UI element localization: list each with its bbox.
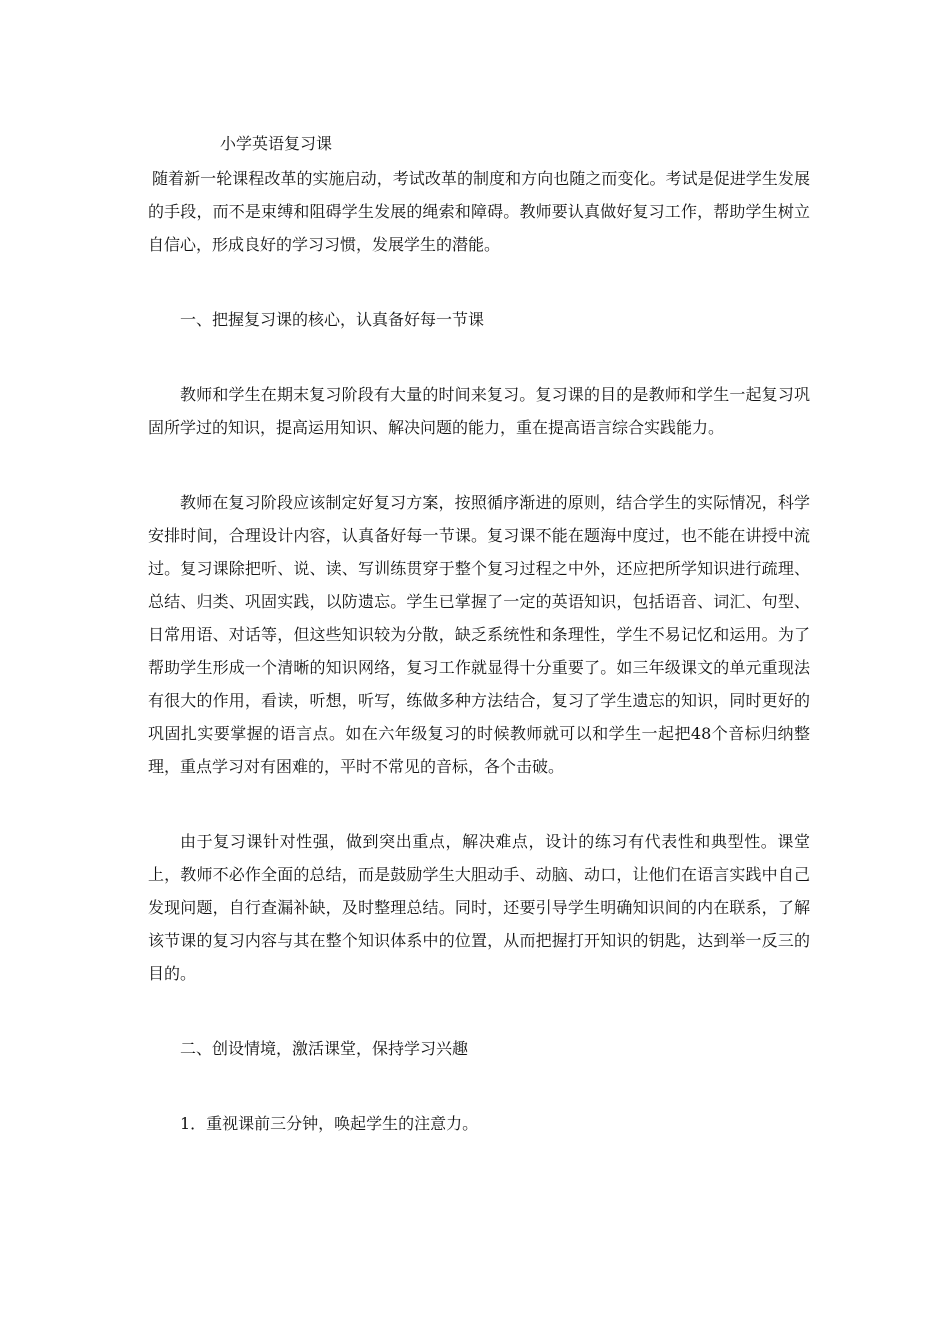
spacer	[148, 990, 810, 1032]
spacer	[148, 336, 810, 378]
spacer	[148, 1065, 810, 1107]
spacer	[148, 783, 810, 825]
section1-paragraph-2: 教师在复习阶段应该制定好复习方案，按照循序渐进的原则，结合学生的实际情况，科学安排时间，合理设计内容，认真备好每一节课。复习课不能在题海中度过，也不能在讲授中流过。复习课除把听、说、读、写训练贯穿于整个复习过程之中外，还应把所学知识进行疏理、总结、归类、巩固实践，以防遗忘。学生已掌握了一定的英语知识，包括语音、词汇、句型、日常用语、对话等，但这些知识较为分散，缺乏系统性和条理性，学生不易记忆和运用。为了帮助学生形成一个清晰的知识网络，复习工作就显得十分重要了。如三年级课文的单元重现法有很大的作用，看读，听想，听写，练做多种方法结合，复习了学生遗忘的知识，同时更好的巩固扎实要掌握的语言点。如在六年级复习的时候教师就可以和学生一起把48个音标归纳整理，重点学习对有困难的，平时不常见的音标，各个击破。	[148, 493, 810, 776]
document-body	[148, 126, 810, 1140]
section2-item-1: 1．重视课前三分钟，唤起学生的注意力。	[180, 1114, 479, 1133]
intro-paragraph: 随着新一轮课程改革的实施启动，考试改革的制度和方向也随之而变化。考试是促进学生发展的手段，而不是束缚和阻碍学生发展的绳索和障碍。教师要认真做好复习工作，帮助学生树立自信心，形成良好的学习习惯，发展学生的潜能。	[148, 169, 810, 254]
section1-paragraph-3: 由于复习课针对性强，做到突出重点，解决难点，设计的练习有代表性和典型性。课堂上，教师不必作全面的总结，而是鼓励学生大胆动手、动脑、动口，让他们在语言实践中自己发现问题，自行查漏补缺，及时整理总结。同时，还要引导学生明确知识间的内在联系，了解该节课的复习内容与其在整个知识体系中的位置，从而把握打开知识的钥匙，达到举一反三的目的。	[148, 832, 810, 983]
spacer	[148, 261, 810, 303]
section1-paragraph-1: 教师和学生在期末复习阶段有大量的时间来复习。复习课的目的是教师和学生一起复习巩固所学过的知识，提高运用知识、解决问题的能力，重在提高语言综合实践能力。	[148, 385, 810, 437]
document-title: 小学英语复习课	[220, 134, 333, 153]
spacer	[148, 444, 810, 486]
section2-heading: 二、创设情境，激活课堂，保持学习兴趣	[180, 1039, 469, 1058]
section1-heading: 一、把握复习课的核心，认真备好每一节课	[180, 310, 485, 329]
